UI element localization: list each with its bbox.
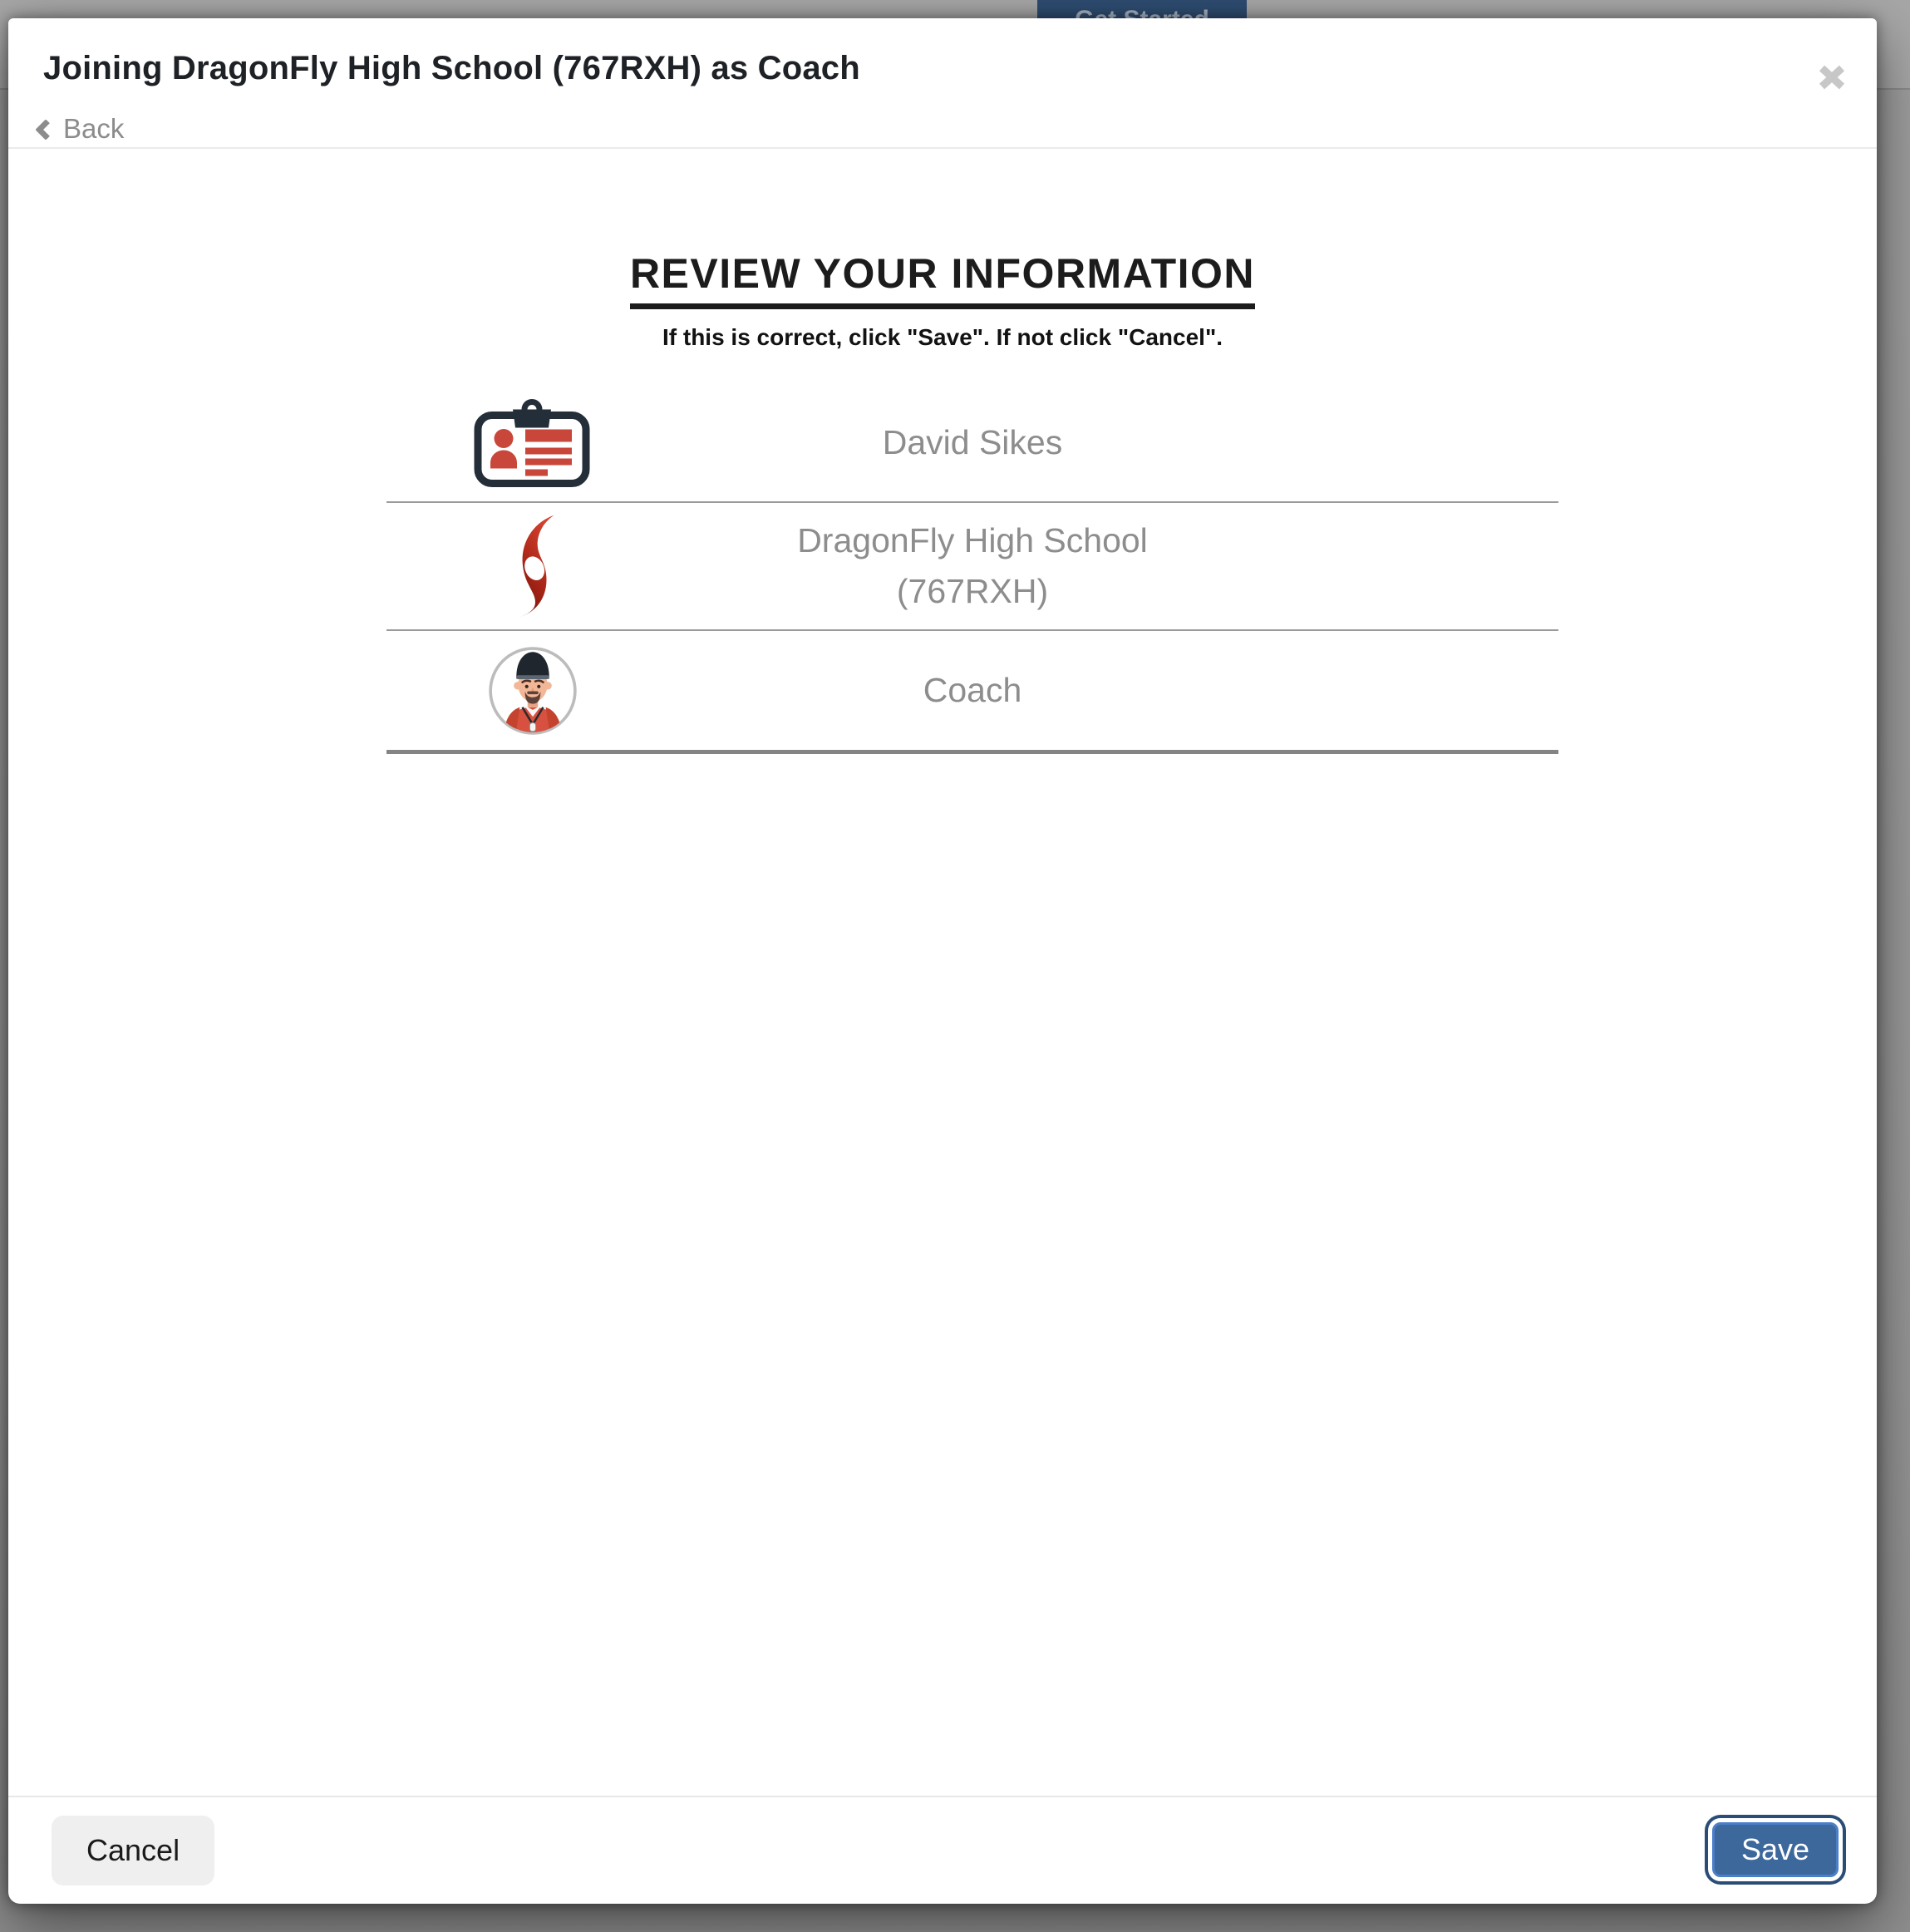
info-row-organization (386, 503, 1558, 631)
close-icon (1815, 61, 1848, 94)
modal-title: Joining DragonFly High School (767RXH) as Coach (43, 50, 860, 86)
cancel-button[interactable]: Cancel (52, 1816, 214, 1885)
organization-code: (767RXH) (896, 572, 1049, 610)
info-row-name (386, 384, 1558, 503)
review-subheading: If this is correct, click "Save". If not click "Cancel". (662, 324, 1223, 350)
back-link[interactable] (38, 113, 124, 145)
hurricane-logo-icon (501, 514, 569, 619)
save-button[interactable]: Save (1712, 1822, 1839, 1877)
role-label: Coach (923, 670, 1022, 709)
organization-name: DragonFly High School (797, 520, 1148, 559)
modal-header (8, 18, 1877, 149)
review-rows (386, 384, 1558, 754)
get-started-button[interactable] (1037, 0, 1247, 18)
organization-label (797, 515, 1148, 618)
review-heading: REVIEW YOUR INFORMATION (630, 249, 1255, 309)
chevron-left-icon (35, 119, 56, 140)
modal-footer (8, 1796, 1877, 1904)
review-heading-wrap (8, 249, 1877, 309)
info-row-role (386, 631, 1558, 754)
close-button[interactable] (1810, 57, 1853, 100)
person-name-label: David Sikes (882, 422, 1063, 461)
back-label: Back (63, 113, 125, 144)
id-card-icon (474, 399, 590, 486)
coach-avatar (488, 646, 578, 736)
join-review-modal (8, 18, 1877, 1904)
